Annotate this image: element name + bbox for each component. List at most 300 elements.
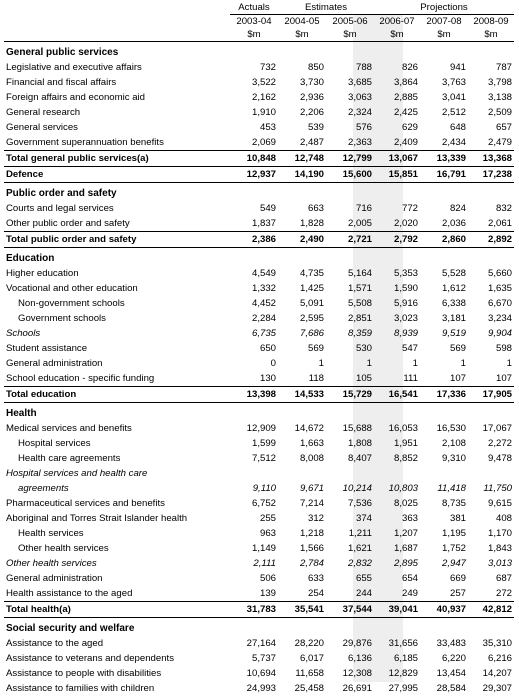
value-cell: 28,584 (436, 683, 466, 694)
row-label: Health assistance to the aged (6, 588, 133, 599)
table-row (4, 511, 514, 526)
value-cell: 9,310 (441, 453, 466, 464)
table-row (4, 526, 514, 541)
value-cell: 2,509 (487, 107, 512, 118)
value-cell: 576 (355, 122, 372, 133)
table-row (4, 311, 514, 326)
value-cell: 2,005 (347, 218, 372, 229)
value-cell: 5,528 (441, 268, 466, 279)
table-row (4, 556, 514, 571)
value-cell: 272 (495, 588, 512, 599)
table-row (4, 341, 514, 356)
value-cell: 539 (307, 122, 324, 133)
value-cell: 824 (449, 203, 466, 214)
value-cell: 130 (259, 373, 276, 384)
value-cell: 6,136 (347, 653, 372, 664)
row-label: Defence (4, 167, 230, 183)
table-row (4, 651, 514, 666)
value-cell: 12,308 (342, 668, 372, 679)
value-cell: 1,207 (393, 528, 418, 539)
value-cell: 2,425 (393, 107, 418, 118)
value-cell: 1,828 (299, 218, 324, 229)
table-row (4, 75, 514, 90)
value-cell: 17,238 (468, 167, 514, 183)
value-cell: 107 (495, 373, 512, 384)
value-cell: 16,541 (374, 387, 420, 403)
row-label: Assistance to families with children (6, 683, 155, 694)
row-label: General administration (6, 358, 103, 369)
value-cell: 732 (259, 62, 276, 73)
value-cell: 3,864 (393, 77, 418, 88)
value-cell: 598 (495, 343, 512, 354)
row-label: Government superannuation benefits (6, 137, 164, 148)
value-cell: 7,214 (299, 498, 324, 509)
value-cell: 257 (449, 588, 466, 599)
value-cell: 105 (355, 373, 372, 384)
value-cell: 5,353 (393, 268, 418, 279)
value-cell: 254 (307, 588, 324, 599)
row-label: Pharmaceutical services and benefits (6, 498, 165, 509)
value-cell: 40,937 (420, 602, 468, 618)
value-cell: 13,454 (436, 668, 466, 679)
row-label: General services (6, 122, 78, 133)
row-label: Total general public services(a) (4, 151, 230, 167)
value-cell: 13,398 (230, 387, 278, 403)
value-cell: 9,904 (487, 328, 512, 339)
value-cell: 3,685 (347, 77, 372, 88)
table-row (4, 436, 514, 451)
value-cell: 654 (401, 573, 418, 584)
value-cell (420, 403, 468, 422)
row-label: General research (6, 107, 81, 118)
value-cell: 826 (401, 62, 418, 73)
header-unit: $m (468, 28, 514, 42)
value-cell: 244 (355, 588, 372, 599)
value-cell: 2,324 (347, 107, 372, 118)
value-cell: 1,195 (441, 528, 466, 539)
header-blank (4, 15, 230, 29)
value-cell: 24,993 (246, 683, 276, 694)
value-cell: 13,368 (468, 151, 514, 167)
row-label: Student assistance (6, 343, 88, 354)
value-cell: 2,490 (278, 232, 326, 248)
value-cell: 3,522 (251, 77, 276, 88)
value-cell: 3,763 (441, 77, 466, 88)
value-cell: 1,910 (251, 107, 276, 118)
value-cell: 13,339 (420, 151, 468, 167)
value-cell: 31,656 (388, 638, 418, 649)
header-group-estimates: Estimates (278, 1, 374, 15)
table-row (4, 666, 514, 681)
value-cell (420, 466, 468, 481)
value-cell (278, 248, 326, 267)
value-cell (468, 248, 514, 267)
table-row (4, 356, 514, 371)
value-cell: 13,067 (374, 151, 420, 167)
header-year: 2005-06 (332, 16, 368, 27)
total-row (4, 167, 514, 183)
header-unit: $m (278, 28, 326, 42)
value-cell (468, 466, 514, 481)
value-cell: 10,694 (246, 668, 276, 679)
value-cell: 2,936 (299, 92, 324, 103)
value-cell: 5,737 (251, 653, 276, 664)
header-group-actuals: Actuals (230, 1, 278, 15)
value-cell: 9,478 (487, 453, 512, 464)
header-blank (4, 1, 230, 15)
value-cell (326, 618, 374, 637)
value-cell: 15,600 (326, 167, 374, 183)
value-cell: 42,812 (468, 602, 514, 618)
value-cell: 1,951 (393, 438, 418, 449)
value-cell (326, 403, 374, 422)
value-cell: 941 (449, 62, 466, 73)
value-cell: 2,020 (393, 218, 418, 229)
value-cell: 33,483 (436, 638, 466, 649)
section-heading: Social security and welfare (6, 623, 135, 634)
value-cell (230, 403, 278, 422)
value-cell: 35,310 (482, 638, 512, 649)
value-cell: 17,905 (468, 387, 514, 403)
section-heading: Education (6, 253, 55, 264)
value-cell (374, 248, 420, 267)
value-cell: 2,284 (251, 313, 276, 324)
value-cell: 633 (307, 573, 324, 584)
value-cell: 9,615 (487, 498, 512, 509)
value-cell: 118 (308, 373, 324, 384)
value-cell: 7,512 (251, 453, 276, 464)
value-cell: 2,434 (441, 137, 466, 148)
value-cell (326, 183, 374, 202)
value-cell: 8,852 (393, 453, 418, 464)
value-cell: 772 (401, 203, 418, 214)
row-label: Schools (6, 328, 41, 339)
value-cell: 3,063 (347, 92, 372, 103)
value-cell (374, 403, 420, 422)
row-label: agreements (18, 483, 69, 494)
value-cell (230, 248, 278, 267)
table-row (4, 421, 514, 436)
value-cell: 2,860 (420, 232, 468, 248)
value-cell: 2,272 (487, 438, 512, 449)
header-year: 2004-05 (284, 16, 320, 27)
header-unit: $m (420, 28, 468, 42)
row-label: Government schools (18, 313, 106, 324)
value-cell: 669 (449, 573, 466, 584)
row-label: Medical services and benefits (6, 423, 132, 434)
value-cell: 1,612 (441, 283, 466, 294)
value-cell: 16,053 (388, 423, 418, 434)
value-cell: 6,735 (251, 328, 276, 339)
value-cell: 10,214 (342, 483, 372, 494)
value-cell: 1,635 (487, 283, 512, 294)
table-row (4, 636, 514, 651)
value-cell: 1,599 (251, 438, 276, 449)
value-cell: 26,691 (342, 683, 372, 694)
table-row (4, 326, 514, 341)
value-cell: 8,359 (347, 328, 372, 339)
value-cell: 3,798 (487, 77, 512, 88)
value-cell: 15,688 (342, 423, 372, 434)
value-cell: 5,091 (299, 298, 324, 309)
value-cell: 6,216 (487, 653, 512, 664)
year-header-row (4, 15, 514, 29)
value-cell: 1 (412, 358, 418, 369)
value-cell: 1,687 (393, 543, 418, 554)
value-cell: 15,729 (326, 387, 374, 403)
value-cell: 1 (318, 358, 324, 369)
table-row (4, 496, 514, 511)
value-cell: 1,808 (347, 438, 372, 449)
table-row (4, 296, 514, 311)
value-cell: 6,220 (441, 653, 466, 664)
value-cell: 1,590 (393, 283, 418, 294)
row-label: Aboriginal and Torres Strait Islander health (6, 513, 188, 524)
row-label: General administration (6, 573, 103, 584)
value-cell: 37,544 (326, 602, 374, 618)
value-cell: 3,730 (299, 77, 324, 88)
value-cell: 2,832 (347, 558, 372, 569)
value-cell: 8,407 (347, 453, 372, 464)
row-label: Financial and fiscal affairs (6, 77, 117, 88)
value-cell: 655 (355, 573, 372, 584)
value-cell: 5,660 (487, 268, 512, 279)
table-row (4, 201, 514, 216)
value-cell: 2,162 (251, 92, 276, 103)
value-cell: 6,670 (487, 298, 512, 309)
value-cell (374, 466, 420, 481)
value-cell: 39,041 (374, 602, 420, 618)
value-cell: 6,017 (299, 653, 324, 664)
table-row (4, 466, 514, 481)
value-cell: 8,008 (299, 453, 324, 464)
value-cell: 3,234 (487, 313, 512, 324)
value-cell: 4,549 (251, 268, 276, 279)
value-cell: 2,069 (251, 137, 276, 148)
section-heading-row (4, 183, 514, 202)
value-cell: 6,185 (393, 653, 418, 664)
value-cell: 788 (355, 62, 372, 73)
value-cell (374, 618, 420, 637)
value-cell: 7,536 (347, 498, 372, 509)
value-cell: 363 (401, 513, 418, 524)
value-cell: 408 (495, 513, 512, 524)
value-cell: 1,566 (299, 543, 324, 554)
value-cell: 547 (401, 343, 418, 354)
value-cell: 8,939 (393, 328, 418, 339)
value-cell: 3,041 (441, 92, 466, 103)
value-cell: 2,851 (347, 313, 372, 324)
value-cell: 2,512 (441, 107, 466, 118)
value-cell (278, 42, 326, 61)
value-cell: 27,164 (246, 638, 276, 649)
value-cell: 1,218 (299, 528, 324, 539)
value-cell (420, 248, 468, 267)
value-cell: 506 (259, 573, 276, 584)
value-cell: 2,885 (393, 92, 418, 103)
value-cell (468, 42, 514, 61)
row-label: Total health(a) (4, 602, 230, 618)
row-label: Other health services (6, 558, 97, 569)
value-cell: 29,307 (482, 683, 512, 694)
value-cell: 3,023 (393, 313, 418, 324)
header-unit: $m (374, 28, 420, 42)
value-cell: 374 (355, 513, 372, 524)
value-cell: 8,025 (393, 498, 418, 509)
value-cell: 17,336 (420, 387, 468, 403)
value-cell: 9,110 (252, 483, 276, 494)
value-cell: 2,061 (487, 218, 512, 229)
value-cell: 9,671 (299, 483, 324, 494)
table-row (4, 571, 514, 586)
value-cell: 2,206 (299, 107, 324, 118)
row-label: Higher education (6, 268, 79, 279)
value-cell: 10,848 (230, 151, 278, 167)
row-label: Vocational and other education (6, 283, 138, 294)
value-cell: 14,672 (294, 423, 324, 434)
value-cell: 2,479 (487, 137, 512, 148)
total-row (4, 602, 514, 618)
table-row (4, 90, 514, 105)
header-year: 2007-08 (426, 16, 462, 27)
value-cell: 2,721 (326, 232, 374, 248)
value-cell: 139 (259, 588, 276, 599)
section-heading-row (4, 248, 514, 267)
value-cell: 657 (495, 122, 512, 133)
value-cell: 650 (259, 343, 276, 354)
value-cell: 716 (355, 203, 372, 214)
value-cell (278, 403, 326, 422)
row-label: Total public order and safety (4, 232, 230, 248)
row-label: Foreign affairs and economic aid (6, 92, 146, 103)
value-cell: 2,892 (468, 232, 514, 248)
value-cell: 14,533 (278, 387, 326, 403)
value-cell: 2,111 (253, 558, 276, 569)
value-cell: 255 (259, 513, 276, 524)
value-cell: 28,220 (294, 638, 324, 649)
table-row (4, 266, 514, 281)
value-cell: 1,170 (487, 528, 512, 539)
row-label: Non-government schools (18, 298, 125, 309)
value-cell (278, 183, 326, 202)
value-cell: 2,108 (441, 438, 466, 449)
column-group-header-row (4, 1, 514, 15)
row-label: Health care agreements (18, 453, 121, 464)
table-row (4, 216, 514, 232)
header-year: 2006-07 (379, 16, 415, 27)
table-row (4, 681, 514, 696)
value-cell: 0 (270, 358, 276, 369)
value-cell: 12,799 (326, 151, 374, 167)
value-cell: 4,735 (299, 268, 324, 279)
value-cell: 111 (403, 373, 418, 384)
expenses-table (4, 1, 514, 696)
value-cell: 6,338 (441, 298, 466, 309)
header-year: 2003-04 (236, 16, 272, 27)
value-cell: 2,487 (299, 137, 324, 148)
total-row (4, 387, 514, 403)
value-cell (230, 618, 278, 637)
value-cell: 27,995 (388, 683, 418, 694)
value-cell (420, 618, 468, 637)
value-cell: 29,876 (342, 638, 372, 649)
value-cell: 107 (449, 373, 466, 384)
row-label: Other public order and safety (6, 218, 130, 229)
value-cell: 10,803 (388, 483, 418, 494)
table-row (4, 135, 514, 151)
value-cell: 12,937 (230, 167, 278, 183)
value-cell: 7,686 (299, 328, 324, 339)
value-cell: 31,783 (230, 602, 278, 618)
header-group-projections: Projections (374, 1, 514, 15)
row-label: Hospital services and health care (6, 467, 148, 479)
value-cell: 1,752 (441, 543, 466, 554)
table-row (4, 371, 514, 387)
value-cell: 312 (307, 513, 324, 524)
value-cell: 11,750 (483, 483, 512, 494)
value-cell (326, 466, 374, 481)
value-cell: 2,409 (393, 137, 418, 148)
value-cell: 832 (495, 203, 512, 214)
value-cell (468, 183, 514, 202)
row-label: Total education (4, 387, 230, 403)
value-cell: 17,067 (482, 423, 512, 434)
row-label: School education - specific funding (6, 373, 155, 384)
value-cell: 381 (449, 513, 466, 524)
value-cell: 2,895 (393, 558, 418, 569)
row-label: Assistance to veterans and dependents (6, 653, 175, 664)
value-cell (420, 183, 468, 202)
value-cell: 1,837 (251, 218, 276, 229)
value-cell (278, 618, 326, 637)
value-cell: 5,916 (393, 298, 418, 309)
value-cell: 2,036 (441, 218, 466, 229)
value-cell (468, 403, 514, 422)
value-cell: 1,843 (487, 543, 512, 554)
section-heading-row (4, 42, 514, 61)
value-cell: 5,164 (347, 268, 372, 279)
table-row (4, 451, 514, 466)
value-cell (230, 466, 278, 481)
value-cell: 2,784 (299, 558, 324, 569)
value-cell: 14,190 (278, 167, 326, 183)
value-cell: 3,138 (487, 92, 512, 103)
value-cell: 1,621 (347, 543, 372, 554)
value-cell: 1 (460, 358, 466, 369)
value-cell: 3,181 (441, 313, 466, 324)
value-cell (420, 42, 468, 61)
table-row (4, 281, 514, 296)
section-heading-row (4, 618, 514, 637)
section-heading: Public order and safety (6, 188, 117, 199)
value-cell: 2,595 (299, 313, 324, 324)
unit-header-row (4, 28, 514, 42)
value-cell: 850 (307, 62, 324, 73)
value-cell: 2,386 (230, 232, 278, 248)
header-blank (4, 28, 230, 42)
value-cell: 11,658 (295, 668, 324, 679)
value-cell: 3,013 (487, 558, 512, 569)
value-cell: 12,909 (246, 423, 276, 434)
value-cell: 14,207 (482, 668, 512, 679)
value-cell: 1 (366, 358, 372, 369)
value-cell (468, 618, 514, 637)
row-label: Assistance to people with disabilities (6, 668, 162, 679)
total-row (4, 232, 514, 248)
row-label: Legislative and executive affairs (6, 62, 142, 73)
value-cell: 249 (401, 588, 418, 599)
value-cell (230, 183, 278, 202)
